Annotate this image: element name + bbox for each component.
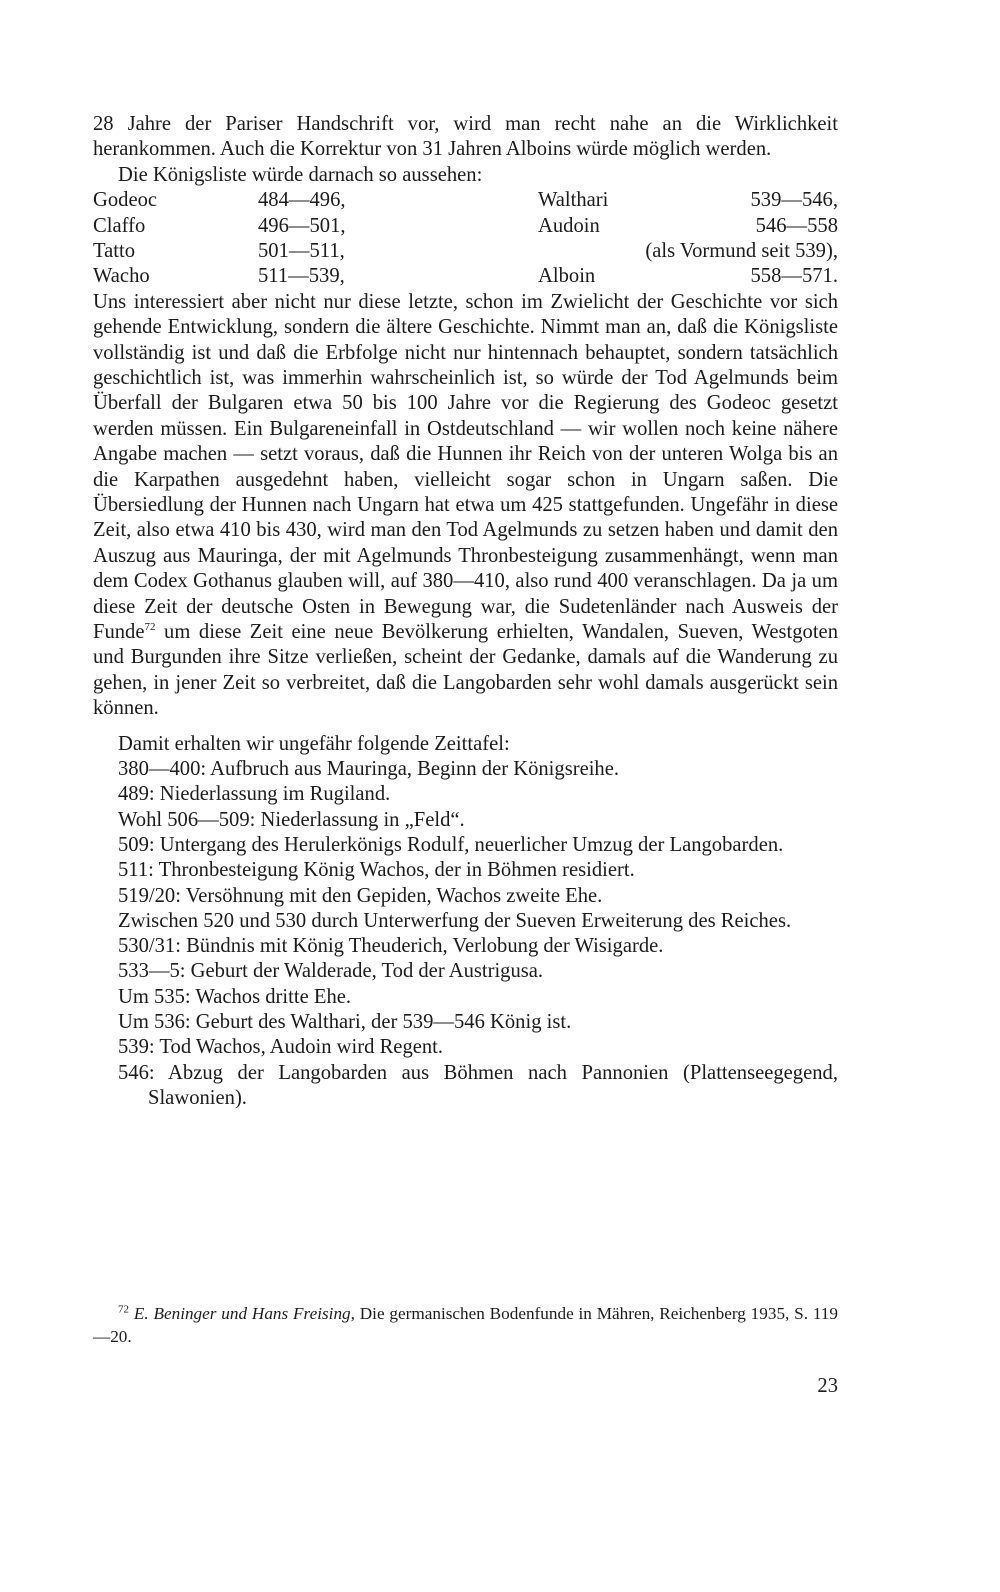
king-name: Tatto [93, 240, 136, 262]
timeline-item: Zwischen 520 und 530 durch Unterwerfung der Sueven Erweiterung des Reiches. [118, 909, 792, 932]
timeline-item: Um 536: Geburt des Walthari, der 539—546 König ist. [118, 1011, 572, 1034]
paragraph-3-text: Uns interessiert aber nicht nur diese letzte, schon im Zwielicht der Geschichte vor sich gehende Entwicklung, sondern die ältere Geschichte. Nimmt man an, daß die Königsliste vollständig ist und daß die Erbfolge nicht nur hintennach behauptet, sondern tatsächlich geschichtlich ist, was immerhin wahrscheinlich ist, so würde der Tod Agelmunds beim Überfall der Bulgaren etwa 50 bis 100 Jahre vor die Regierung des Godeoc gesetzt werden müssen. Ein Bulgareneinfall in Ostdeutschland — wir wollen noch keine nähere Angabe machen — setzt voraus, daß die Hunnen ihr Reich von der unteren Wolga bis an die Karpathen ausgedehnt haben, vielleicht sogar schon in Ungarn saßen. Die Übersiedlung der Hunnen nach Ungarn hat etwa um 425 stattgefunden. Ungefähr in diese Zeit, also etwa 410 bis 430, wird man den Tod Agelmunds zu setzen haben und damit den Auszug aus Mauringa, der mit Agelmunds Thronbesteigung zusammenhängt, wenn man dem Codex Gothanus glauben will, auf 380—410, also rund 400 veranschlagen. Da ja um diese Zeit der deutsche Osten in Bewegung war, die Sudetenländer nach Ausweis der Funde [93, 290, 838, 644]
king-years: 484—496, [258, 189, 346, 212]
kings-row [93, 264, 838, 289]
timeline-item: 489: Niederlassung im Rugiland. [118, 783, 391, 806]
footnote-text: Die germanischen Bodenfunde in Mähren, Reichenberg 1935, S. 119—20. [93, 1304, 838, 1346]
king-years-2: 539—546, [750, 189, 838, 212]
king-name: Wacho [93, 265, 150, 288]
king-name-2: Alboin [538, 265, 596, 288]
footnote-ref: 72 [144, 621, 156, 634]
kings-row [93, 214, 838, 239]
king-name: Godeoc [93, 189, 158, 212]
kings-row [93, 188, 838, 213]
king-years-2: 546—558 [755, 214, 838, 237]
timeline [93, 757, 838, 1111]
timeline-item: Wohl 506—509: Niederlassung in „Feld“. [118, 808, 465, 831]
paragraph-3-end: um diese Zeit eine neue Bevölkerung erhielten, Wandalen, Sueven, Westgoten und Burgunden ihre Sitze verließen, scheint der Gedanke, damals auf die Wanderung zu gehen, in jener Zeit so verbreitet, daß die Langobarden sehr wohl damals ausgerückt sein können. [93, 621, 838, 720]
timeline-item: 546: Abzug der Langobarden aus Böhmen nach Pannonien (Plattenseegegend, Slawonien). [118, 1061, 838, 1109]
timeline-intro: Damit erhalten wir ungefähr folgende Zeittafel: [118, 732, 510, 755]
king-name: Claffo [93, 214, 146, 237]
footnote-authors: E. Beninger und Hans Freising, [133, 1304, 355, 1323]
king-years: 496—501, [258, 214, 346, 237]
timeline-item: 511: Thronbesteigung König Wachos, der in Böhmen residiert. [118, 859, 635, 882]
footnote [93, 1302, 838, 1348]
timeline-item: Um 535: Wachos dritte Ehe. [118, 985, 352, 1008]
main-text [93, 112, 838, 1111]
paragraph-1: 28 Jahre der Pariser Handschrift vor, wird man recht nahe an die Wirklichkeit herankommen. Auch die Korrektur von 31 Jahren Alboins würde möglich werden. [93, 113, 838, 161]
timeline-item: 519/20: Versöhnung mit den Gepiden, Wachos zweite Ehe. [118, 884, 603, 907]
paragraph-3 [93, 290, 838, 722]
timeline-item: 533—5: Geburt der Walderade, Tod der Austrigusa. [118, 960, 544, 983]
timeline-item: 380—400: Aufbruch aus Mauringa, Beginn der Königsreihe. [118, 758, 620, 781]
king-years-2: 558—571. [750, 265, 838, 288]
kings-row [93, 239, 838, 264]
page-number: 23 [817, 1375, 838, 1397]
timeline-item: 539: Tod Wachos, Audoin wird Regent. [118, 1036, 444, 1059]
king-years: 501—511, [258, 240, 345, 262]
king-name-2: Audoin [538, 214, 600, 237]
king-years: 511—539, [258, 265, 345, 288]
king-note: (als Vormund seit 539), [645, 240, 838, 262]
timeline-item: 509: Untergang des Herulerkönigs Rodulf, neuerlicher Umzug der Langobarden. [118, 833, 784, 856]
king-name-2: Walthari [538, 189, 609, 212]
kings-list [93, 188, 838, 290]
timeline-item: 530/31: Bündnis mit König Theuderich, Verlobung der Wisigarde. [118, 935, 664, 958]
footnote-number: 72 [118, 1303, 129, 1316]
kings-list-intro: Die Königsliste würde darnach so aussehen: [118, 163, 483, 186]
